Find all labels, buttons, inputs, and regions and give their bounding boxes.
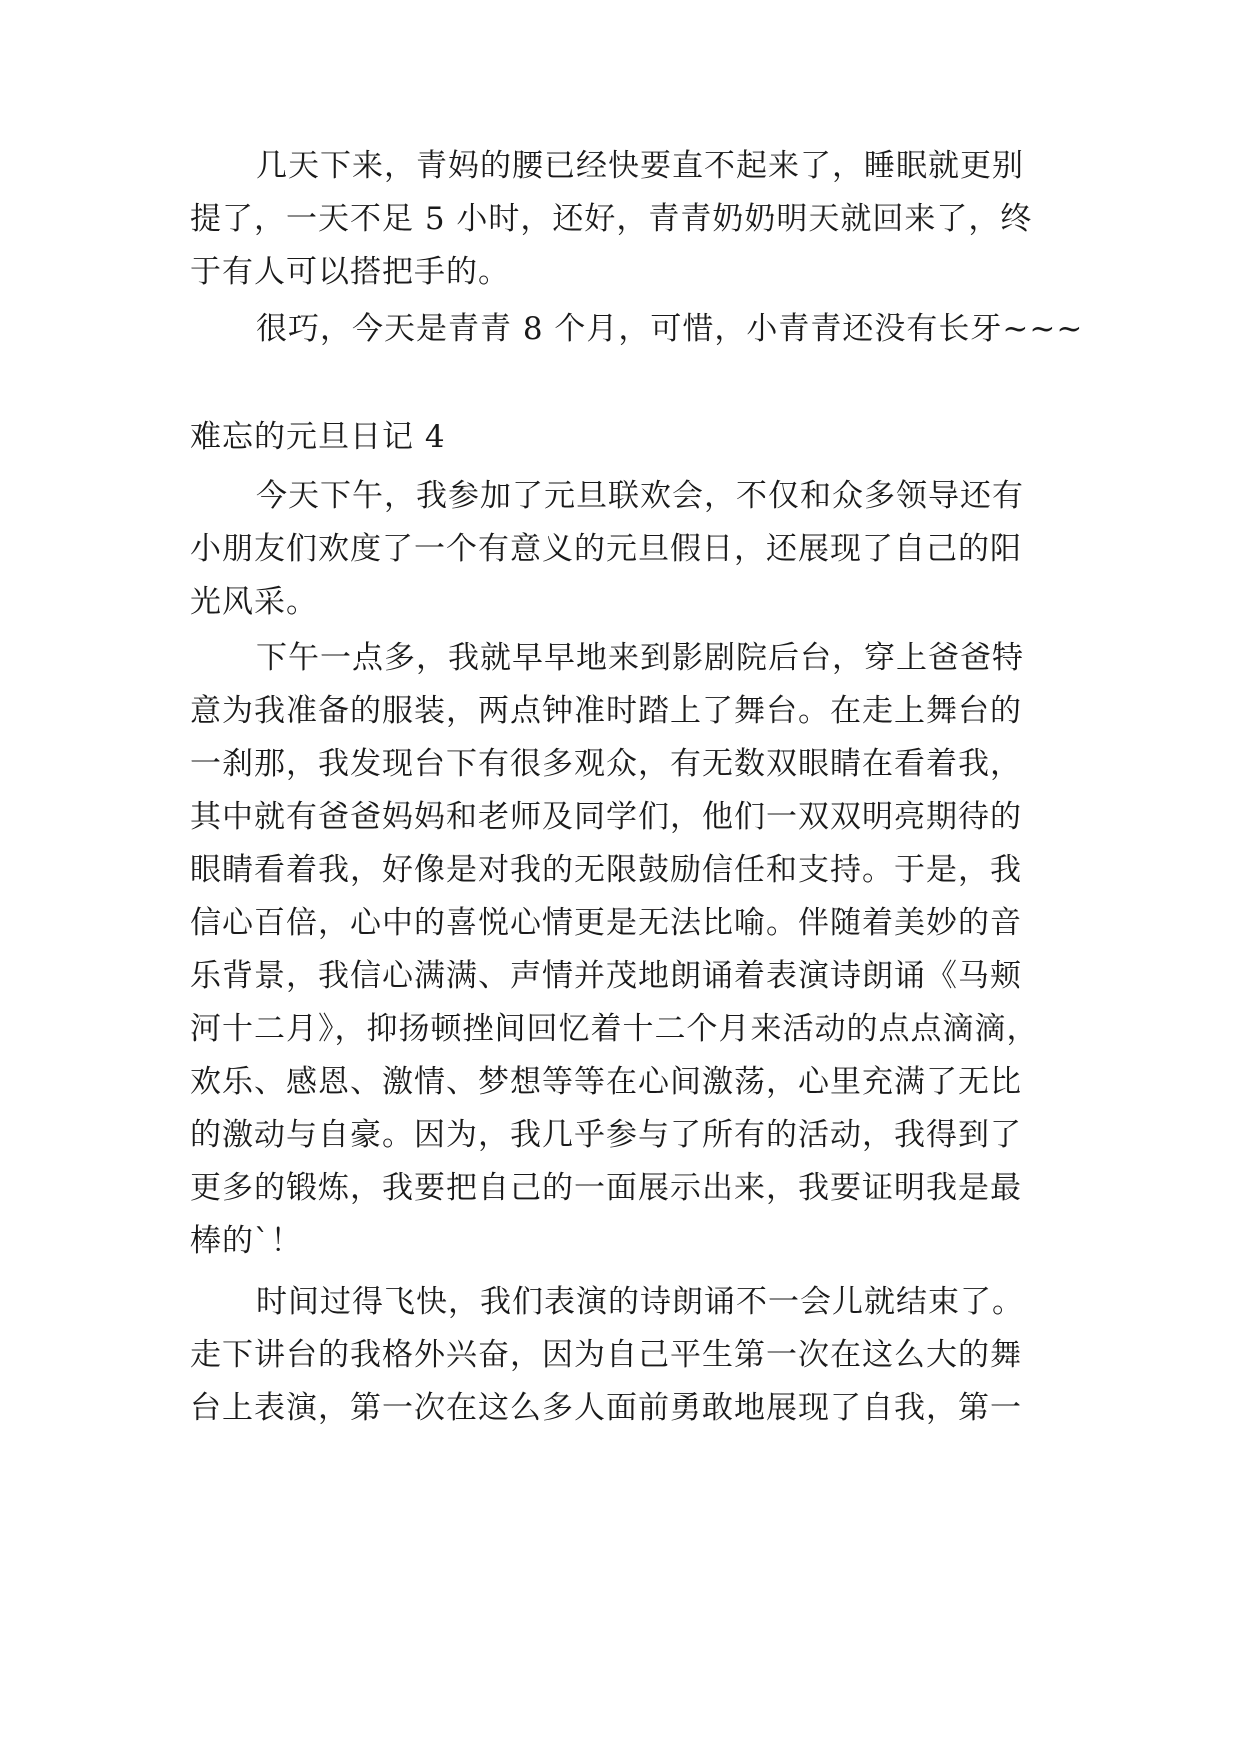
paragraph-line: 小朋友们欢度了一个有意义的元旦假日，还展现了自己的阳 (190, 531, 1022, 567)
paragraph-line: 意为我准备的服装，两点钟准时踏上了舞台。在走上舞台的 (190, 693, 1022, 729)
paragraph-line: 棒的`！ (190, 1223, 303, 1259)
paragraph-line: 走下讲台的我格外兴奋，因为自己平生第一次在这么大的舞 (190, 1337, 1022, 1373)
paragraph-line: 今天下午，我参加了元旦联欢会，不仅和众多领导还有 (256, 478, 1024, 514)
paragraph-line: 台上表演，第一次在这么多人面前勇敢地展现了自我，第一 (190, 1390, 1022, 1426)
paragraph-line: 几天下来，青妈的腰已经快要直不起来了，睡眠就更别 (256, 148, 1024, 184)
paragraph-line: 信心百倍，心中的喜悦心情更是无法比喻。伴随着美妙的音 (190, 905, 1022, 941)
paragraph-line: 时间过得飞快，我们表演的诗朗诵不一会儿就结束了。 (256, 1284, 1024, 1320)
section-heading: 难忘的元旦日记 4 (190, 419, 446, 455)
paragraph-line: 很巧，今天是青青 8 个月，可惜，小青青还没有长牙~~~ (256, 311, 1084, 347)
paragraph-line: 光风采。 (190, 584, 318, 620)
paragraph-line: 的激动与自豪。因为，我几乎参与了所有的活动，我得到了 (190, 1117, 1022, 1153)
paragraph-line: 眼睛看着我，好像是对我的无限鼓励信任和支持。于是，我 (190, 852, 1022, 888)
paragraph-line: 欢乐、感恩、激情、梦想等等在心间激荡，心里充满了无比 (190, 1064, 1022, 1100)
paragraph-line: 一刹那，我发现台下有很多观众，有无数双眼睛在看着我， (190, 746, 1022, 782)
paragraph-line: 提了，一天不足 5 小时，还好，青青奶奶明天就回来了，终 (190, 201, 1033, 237)
paragraph-line: 乐背景，我信心满满、声情并茂地朗诵着表演诗朗诵《马颊 (190, 958, 1022, 994)
paragraph-line: 于有人可以搭把手的。 (190, 254, 510, 290)
paragraph-line: 其中就有爸爸妈妈和老师及同学们，他们一双双明亮期待的 (190, 799, 1022, 835)
paragraph-line: 下午一点多，我就早早地来到影剧院后台，穿上爸爸特 (256, 640, 1024, 676)
paragraph-line: 河十二月》，抑扬顿挫间回忆着十二个月来活动的点点滴滴， (190, 1011, 1039, 1047)
paragraph-line: 更多的锻炼，我要把自己的一面展示出来，我要证明我是最 (190, 1170, 1022, 1206)
